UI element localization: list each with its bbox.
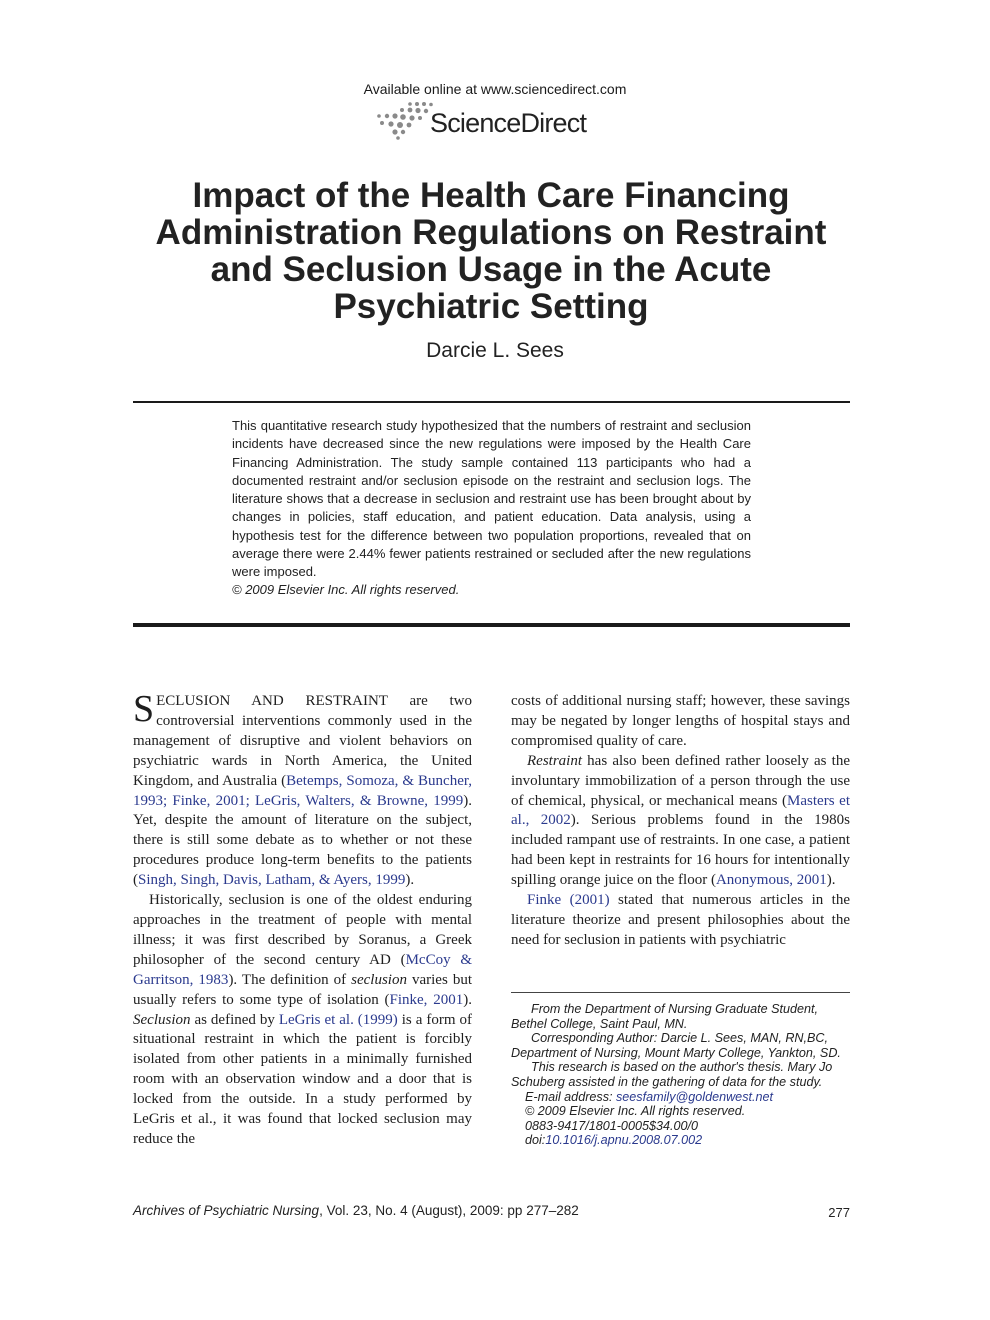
journal-details: , Vol. 23, No. 4 (August), 2009: pp 277–282 xyxy=(319,1203,579,1218)
footnote-thesis: This research is based on the author's thesis. Mary Jo Schuberg assisted in the gathering of data for the study. xyxy=(511,1060,833,1089)
abstract-text: This quantitative research study hypothesized that the numbers of restraint and seclusion incidents have decreased since the new regulations were imposed by the Health Care Financing Administration. The study sample contained 113 participants who had a documented restraint and/or seclusion episode on the restraint and seclusion logs. The literature shows that a decrease in seclusion and restraint use has been brought about by changes in policies, staff education, and patient education. Data analysis, using a hypothesis test for the difference between two population proportions, revealed that on average there were 2.44% fewer patients restrained or secluded after the new regulations were imposed. xyxy=(232,418,751,579)
citation-link[interactable]: Anonymous, 2001 xyxy=(715,872,827,889)
footnote-email: E-mail address: seesfamily@goldenwest.net xyxy=(525,1089,773,1104)
doi-link[interactable]: 10.1016/j.apnu.2008.07.002 xyxy=(545,1133,703,1148)
journal-citation xyxy=(133,1203,579,1218)
body-paragraph: Finke (2001) stated that numerous articles in the literature theorize and present philosophies about the need for seclusion in patients with psychiatric xyxy=(511,892,850,948)
body-paragraph: Restraint has also been defined rather loosely as the involuntary immobilization of a person through the use of chemical, physical, or mechanical means (Masters et al., 2002). Serious problems found in the 1980s included rampant use of restraints. In one case, a patient had been kept in restraints for 16 hours for intentionally spilling orange juice on the floor (Anonymous, 2001). xyxy=(511,752,850,889)
body-paragraph: SECLUSION AND RESTRAINT are two controversial interventions commonly used in the management of disruptive and violent behaviors on psychiatric wards in North America, the United Kingdom, and Australia (Betemps, Somoza, & Buncher, 1993; Finke, 2001; LeGris, Walters, & Browne, 1999). Yet, despite the amount of literature on the subject, there is still some debate as to whether or not these procedures produce long-term benefits to the patients (Singh, Singh, Davis, Latham, & Ayers, 1999). xyxy=(133,688,472,889)
citation-link[interactable]: Finke (2001) xyxy=(527,892,610,909)
abstract-bottom-rule xyxy=(133,623,850,627)
footnote-copyright: © 2009 Elsevier Inc. All rights reserved. xyxy=(525,1104,746,1119)
citation-link[interactable]: McCoy & Garritson, 1983 xyxy=(133,951,473,988)
citation-link[interactable]: LeGris et al. (1999) xyxy=(278,1011,398,1028)
abstract-top-rule xyxy=(133,401,850,403)
body-paragraph: Historically, seclusion is one of the oldest enduring approaches in the treatment of people with mental illness; it was first described by Soranus, a Greek philosopher of the second century AD (McCoy & Garritson, 1983). The definition of seclusion varies but usually refers to some type of isolation (Finke, 2001). Seclusion as defined by LeGris et al. (1999) is a form of situational restraint in which the patient is forcibly isolated from other patients in a minimally furnished room with an observation window and a door that is locked from the outside. In a study performed by LeGris et al., it was found that locked seclusion may reduce the xyxy=(133,892,473,1147)
article-title: Impact of the Health Care Financing Administration Regulations on Restraint and Seclusion Usage in the Acute Psychiatric Setting xyxy=(155,176,827,326)
body-column-left xyxy=(133,688,473,1150)
citation-link[interactable]: Finke, 2001 xyxy=(389,991,464,1008)
drop-cap: S xyxy=(133,688,155,730)
citation-link[interactable]: Betemps, Somoza, & Buncher, 1993; Finke, 2001; LeGris, Walters, & Browne, 1999 xyxy=(133,772,472,809)
citation-link[interactable]: Masters et al., 2002 xyxy=(511,792,850,829)
journal-name: Archives of Psychiatric Nursing xyxy=(133,1203,320,1218)
body-column-right xyxy=(511,692,850,951)
abstract-copyright: © 2009 Elsevier Inc. All rights reserved. xyxy=(232,582,460,598)
footnote-affiliation: From the Department of Nursing Graduate Student, Bethel College, Saint Paul, MN. xyxy=(511,1002,818,1031)
available-online-text: Available online at www.sciencedirect.com xyxy=(363,81,627,97)
footnote-doi: doi:10.1016/j.apnu.2008.07.002 xyxy=(525,1133,703,1148)
footnotes xyxy=(511,1002,850,1148)
citation-link[interactable]: Singh, Singh, Davis, Latham, & Ayers, 1999 xyxy=(138,872,406,889)
footnote-corresponding: Corresponding Author: Darcie L. Sees, MAN, RN,BC, Department of Nursing, Mount Marty College, Yankton, SD. xyxy=(511,1031,841,1060)
body-paragraph: costs of additional nursing staff; however, these savings may be negated by longer lengths of hospital stays and compromised quality of care. xyxy=(511,693,850,749)
sciencedirect-logo-text: ScienceDirect xyxy=(430,108,587,138)
footnote-rule xyxy=(511,992,850,993)
article-author: Darcie L. Sees xyxy=(426,339,564,362)
email-link[interactable]: seesfamily@goldenwest.net xyxy=(616,1089,773,1104)
footnote-issn: 0883-9417/1801-0005$34.00/0 xyxy=(525,1118,698,1133)
sciencedirect-dots-icon xyxy=(372,100,436,140)
page-number: 277 xyxy=(828,1205,850,1220)
sciencedirect-logo[interactable] xyxy=(372,100,612,144)
abstract xyxy=(232,417,751,600)
